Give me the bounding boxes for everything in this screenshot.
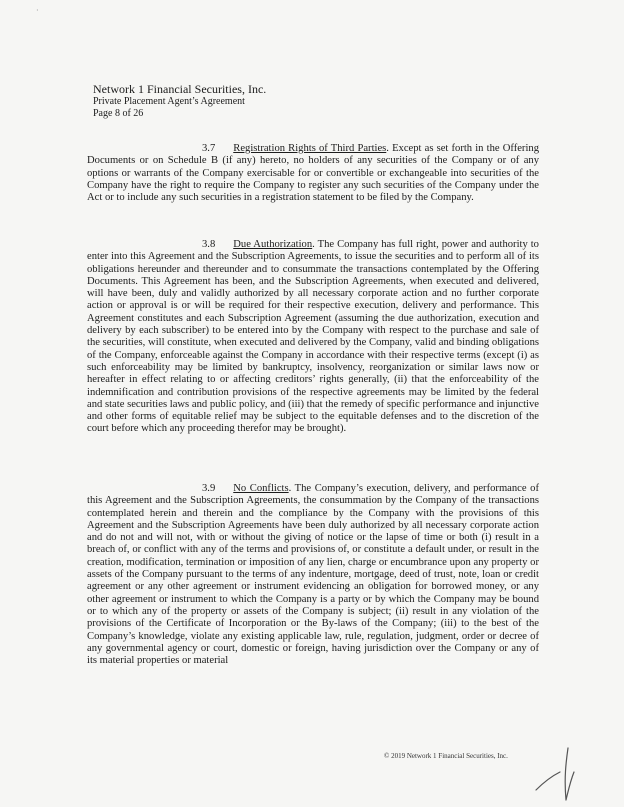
corner-mark: · bbox=[36, 6, 39, 15]
section-heading: No Conflicts bbox=[233, 483, 289, 494]
section-number: 3.9 bbox=[202, 483, 216, 494]
section-heading: Registration Rights of Third Parties bbox=[233, 143, 387, 154]
section-body: . The Company’s execution, delivery, and performance of this Agreement and the Subscription Agreements, the consummation by the Company of the transactions contemplated herein and therein and the compliance by the Company with the provisions of this Agreement and the Subscription Agreements have been duly authorized by all necessary corporate action and do not and will not, with or without the giving of notice or the lapse of time or both (i) result in a breach of, or conflict with any of the terms and provisions of, or constitute a default under, or result in the creation, modification, termination or imposition of any lien, charge or encumbrance upon any property or assets of the Company pursuant to the terms of any indenture, mortgage, deed of trust, note, loan or credit agreement or any other agreement or instrument evidencing an obligation for borrowed money, or any other agreement or instrument to which the Company is a party or by which the Company may be bound or to which any of the property or assets of the Company is subject; (ii) result in any violation of the provisions of the Certificate of Incorporation or the By-laws of the Company; (iii) to the best of the Company’s knowledge, violate any existing applicable law, rule, regulation, judgment, order or decree of any governmental agency or court, domestic or foreign, having jurisdiction over the Company or any of its material properties or material bbox=[87, 483, 539, 667]
section-3-7 bbox=[87, 143, 539, 204]
section-number: 3.7 bbox=[202, 143, 216, 154]
initials-signature-icon bbox=[530, 742, 590, 804]
section-number: 3.8 bbox=[202, 239, 216, 250]
header-company: Network 1 Financial Securities, Inc. bbox=[93, 82, 267, 96]
section-heading: Due Authorization bbox=[233, 239, 313, 250]
header-page-number: Page 8 of 26 bbox=[93, 108, 144, 119]
header-subtitle: Private Placement Agent’s Agreement bbox=[93, 96, 245, 107]
section-3-8 bbox=[87, 239, 539, 436]
page-header bbox=[93, 82, 393, 120]
section-body: . Except as set forth in the Offering Documents or on Schedule B (if any) hereto, no holders of any securities of the Company or of any options or warrants of the Company exercisable for or convertible or exchangeable into securities of the Company have the right to require the Company to register any such securities of the Company under the Act or to include any such securities in a registration statement to be filed by the Company. bbox=[87, 143, 539, 204]
section-body: . The Company has full right, power and authority to enter into this Agreement and the Subscription Agreements, to issue the securities and to perform all of its obligations hereunder and thereunder and to consummate the transactions contemplated by the Offering Documents. This Agreement has been, and the Subscription Agreements, when executed and delivered, will have been, duly and validly authorized by all necessary corporate action and no further corporate action or approval is or will be required for their respective execution, delivery and performance. This Agreement constitutes and each Subscription Agreement (assuming the due authorization, execution and delivery by each subscriber) to be entered into by the Company with respect to the purchase and sale of the securities, will constitute, when executed and delivered by the Company, valid and binding obligations of the Company, enforceable against the Company in accordance with their respective terms (except (i) as such enforceability may be limited by bankruptcy, insolvency, reorganization or similar laws now or hereafter in effect relating to or affecting creditors’ rights generally, (ii) that the enforceability of the indemnification and contribution provisions of the respective agreements may be limited by the federal and state securities laws and public policy, and (iii) that the remedy of specific performance and injunctive and other forms of equitable relief may be subject to the equitable defenses and to the discretion of the court before which any proceeding therefor may be brought). bbox=[87, 239, 539, 435]
page-footer: © 2019 Network 1 Financial Securities, Inc. bbox=[384, 752, 508, 760]
section-3-9 bbox=[87, 483, 539, 667]
